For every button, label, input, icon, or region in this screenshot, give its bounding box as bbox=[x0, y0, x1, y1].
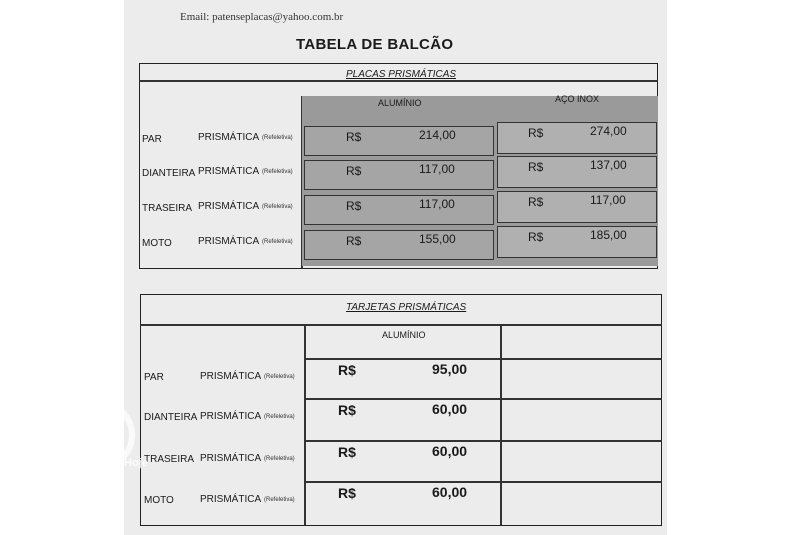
placas-header: PLACAS PRISMÁTICAS bbox=[346, 69, 457, 80]
placas-row-note: (Refeletiva) bbox=[262, 169, 293, 175]
tarjetas-header: TARJETAS PRISMÁTICAS bbox=[346, 302, 467, 313]
placas-currency-inox: R$ bbox=[528, 230, 544, 244]
placas-col-inox: AÇO INOX bbox=[555, 94, 600, 104]
placas-cell-aluminio bbox=[304, 230, 494, 260]
tarjetas-row-material: PRISMÁTICA bbox=[200, 371, 262, 382]
placas-value-aluminio: 155,00 bbox=[419, 232, 456, 246]
watermark-text: Hoje bbox=[124, 457, 148, 469]
placas-row-material: PRISMÁTICA bbox=[198, 166, 260, 177]
tarjetas-row-divider bbox=[305, 358, 662, 360]
placas-row-material: PRISMÁTICA bbox=[198, 201, 260, 212]
email-line: Email: patenseplacas@yahoo.com.br bbox=[180, 11, 344, 23]
tarjetas-table bbox=[140, 294, 662, 526]
tarjetas-header-divider bbox=[140, 324, 662, 326]
tarjetas-currency: R$ bbox=[338, 362, 356, 378]
tarjetas-label-divider bbox=[304, 324, 306, 525]
placas-currency-inox: R$ bbox=[528, 195, 544, 209]
placas-value-aluminio: 117,00 bbox=[419, 197, 455, 211]
tarjetas-col-divider bbox=[500, 324, 502, 525]
tarjetas-row-tipo: PAR bbox=[144, 372, 164, 383]
placas-row-material: PRISMÁTICA bbox=[198, 132, 260, 143]
tarjetas-row-divider bbox=[305, 398, 662, 400]
tarjetas-row-divider bbox=[305, 440, 662, 442]
placas-value-inox: 137,00 bbox=[590, 158, 627, 172]
placas-row-tipo: TRASEIRA bbox=[142, 203, 193, 214]
placas-value-inox: 117,00 bbox=[590, 193, 626, 207]
placas-currency-aluminio: R$ bbox=[346, 234, 362, 248]
placas-cell-aluminio bbox=[304, 126, 494, 156]
tarjetas-currency: R$ bbox=[338, 444, 356, 460]
placas-cell-inox bbox=[497, 226, 657, 258]
placas-currency-aluminio: R$ bbox=[346, 130, 362, 144]
placas-row-material: PRISMÁTICA bbox=[198, 236, 260, 247]
tarjetas-row-tipo: MOTO bbox=[144, 495, 174, 506]
tarjetas-value: 60,00 bbox=[432, 443, 468, 459]
placas-row-tipo: DIANTEIRA bbox=[142, 168, 196, 179]
tarjetas-row-note: (Refeletiva) bbox=[264, 414, 295, 420]
tarjetas-row-material: PRISMÁTICA bbox=[200, 411, 262, 422]
tarjetas-col-aluminio: ALUMÍNIO bbox=[382, 330, 426, 340]
placas-currency-inox: R$ bbox=[528, 126, 544, 140]
placas-value-inox: 185,00 bbox=[590, 228, 627, 242]
placas-row-tipo: PAR bbox=[142, 134, 162, 145]
tarjetas-row-note: (Refeletiva) bbox=[264, 374, 295, 380]
tarjetas-row-note: (Refeletiva) bbox=[264, 456, 295, 462]
placas-value-aluminio: 117,00 bbox=[419, 162, 455, 176]
tarjetas-currency: R$ bbox=[338, 485, 356, 501]
placas-row-note: (Refeletiva) bbox=[262, 239, 293, 245]
placas-cell-inox bbox=[497, 156, 657, 188]
tarjetas-row-material: PRISMÁTICA bbox=[200, 494, 262, 505]
placas-currency-inox: R$ bbox=[528, 160, 544, 174]
placas-currency-aluminio: R$ bbox=[346, 164, 362, 178]
tarjetas-row-material: PRISMÁTICA bbox=[200, 453, 262, 464]
tarjetas-row-divider bbox=[305, 481, 662, 483]
placas-header-divider bbox=[139, 80, 658, 82]
tarjetas-currency: R$ bbox=[338, 402, 356, 418]
placas-value-aluminio: 214,00 bbox=[419, 128, 456, 142]
placas-currency-aluminio: R$ bbox=[346, 199, 362, 213]
placas-row-note: (Refeletiva) bbox=[262, 204, 293, 210]
placas-cell-inox bbox=[497, 191, 657, 223]
placas-row-tipo: MOTO bbox=[142, 238, 172, 249]
placas-value-inox: 274,00 bbox=[590, 124, 627, 138]
tarjetas-row-tipo: DIANTEIRA bbox=[144, 412, 198, 423]
tarjetas-value: 95,00 bbox=[432, 361, 468, 377]
tarjetas-row-tipo: TRASEIRA bbox=[144, 454, 195, 465]
placas-cell-aluminio bbox=[304, 195, 494, 225]
placas-cell-inox bbox=[497, 122, 657, 154]
placas-row-note: (Refeletiva) bbox=[262, 135, 293, 141]
placas-cell-aluminio bbox=[304, 160, 494, 190]
placas-col-aluminio: ALUMÍNIO bbox=[378, 98, 422, 108]
tarjetas-row-note: (Refeletiva) bbox=[264, 497, 295, 503]
page-title: TABELA DE BALCÃO bbox=[296, 36, 454, 53]
tarjetas-value: 60,00 bbox=[432, 484, 468, 500]
tarjetas-value: 60,00 bbox=[432, 401, 468, 417]
